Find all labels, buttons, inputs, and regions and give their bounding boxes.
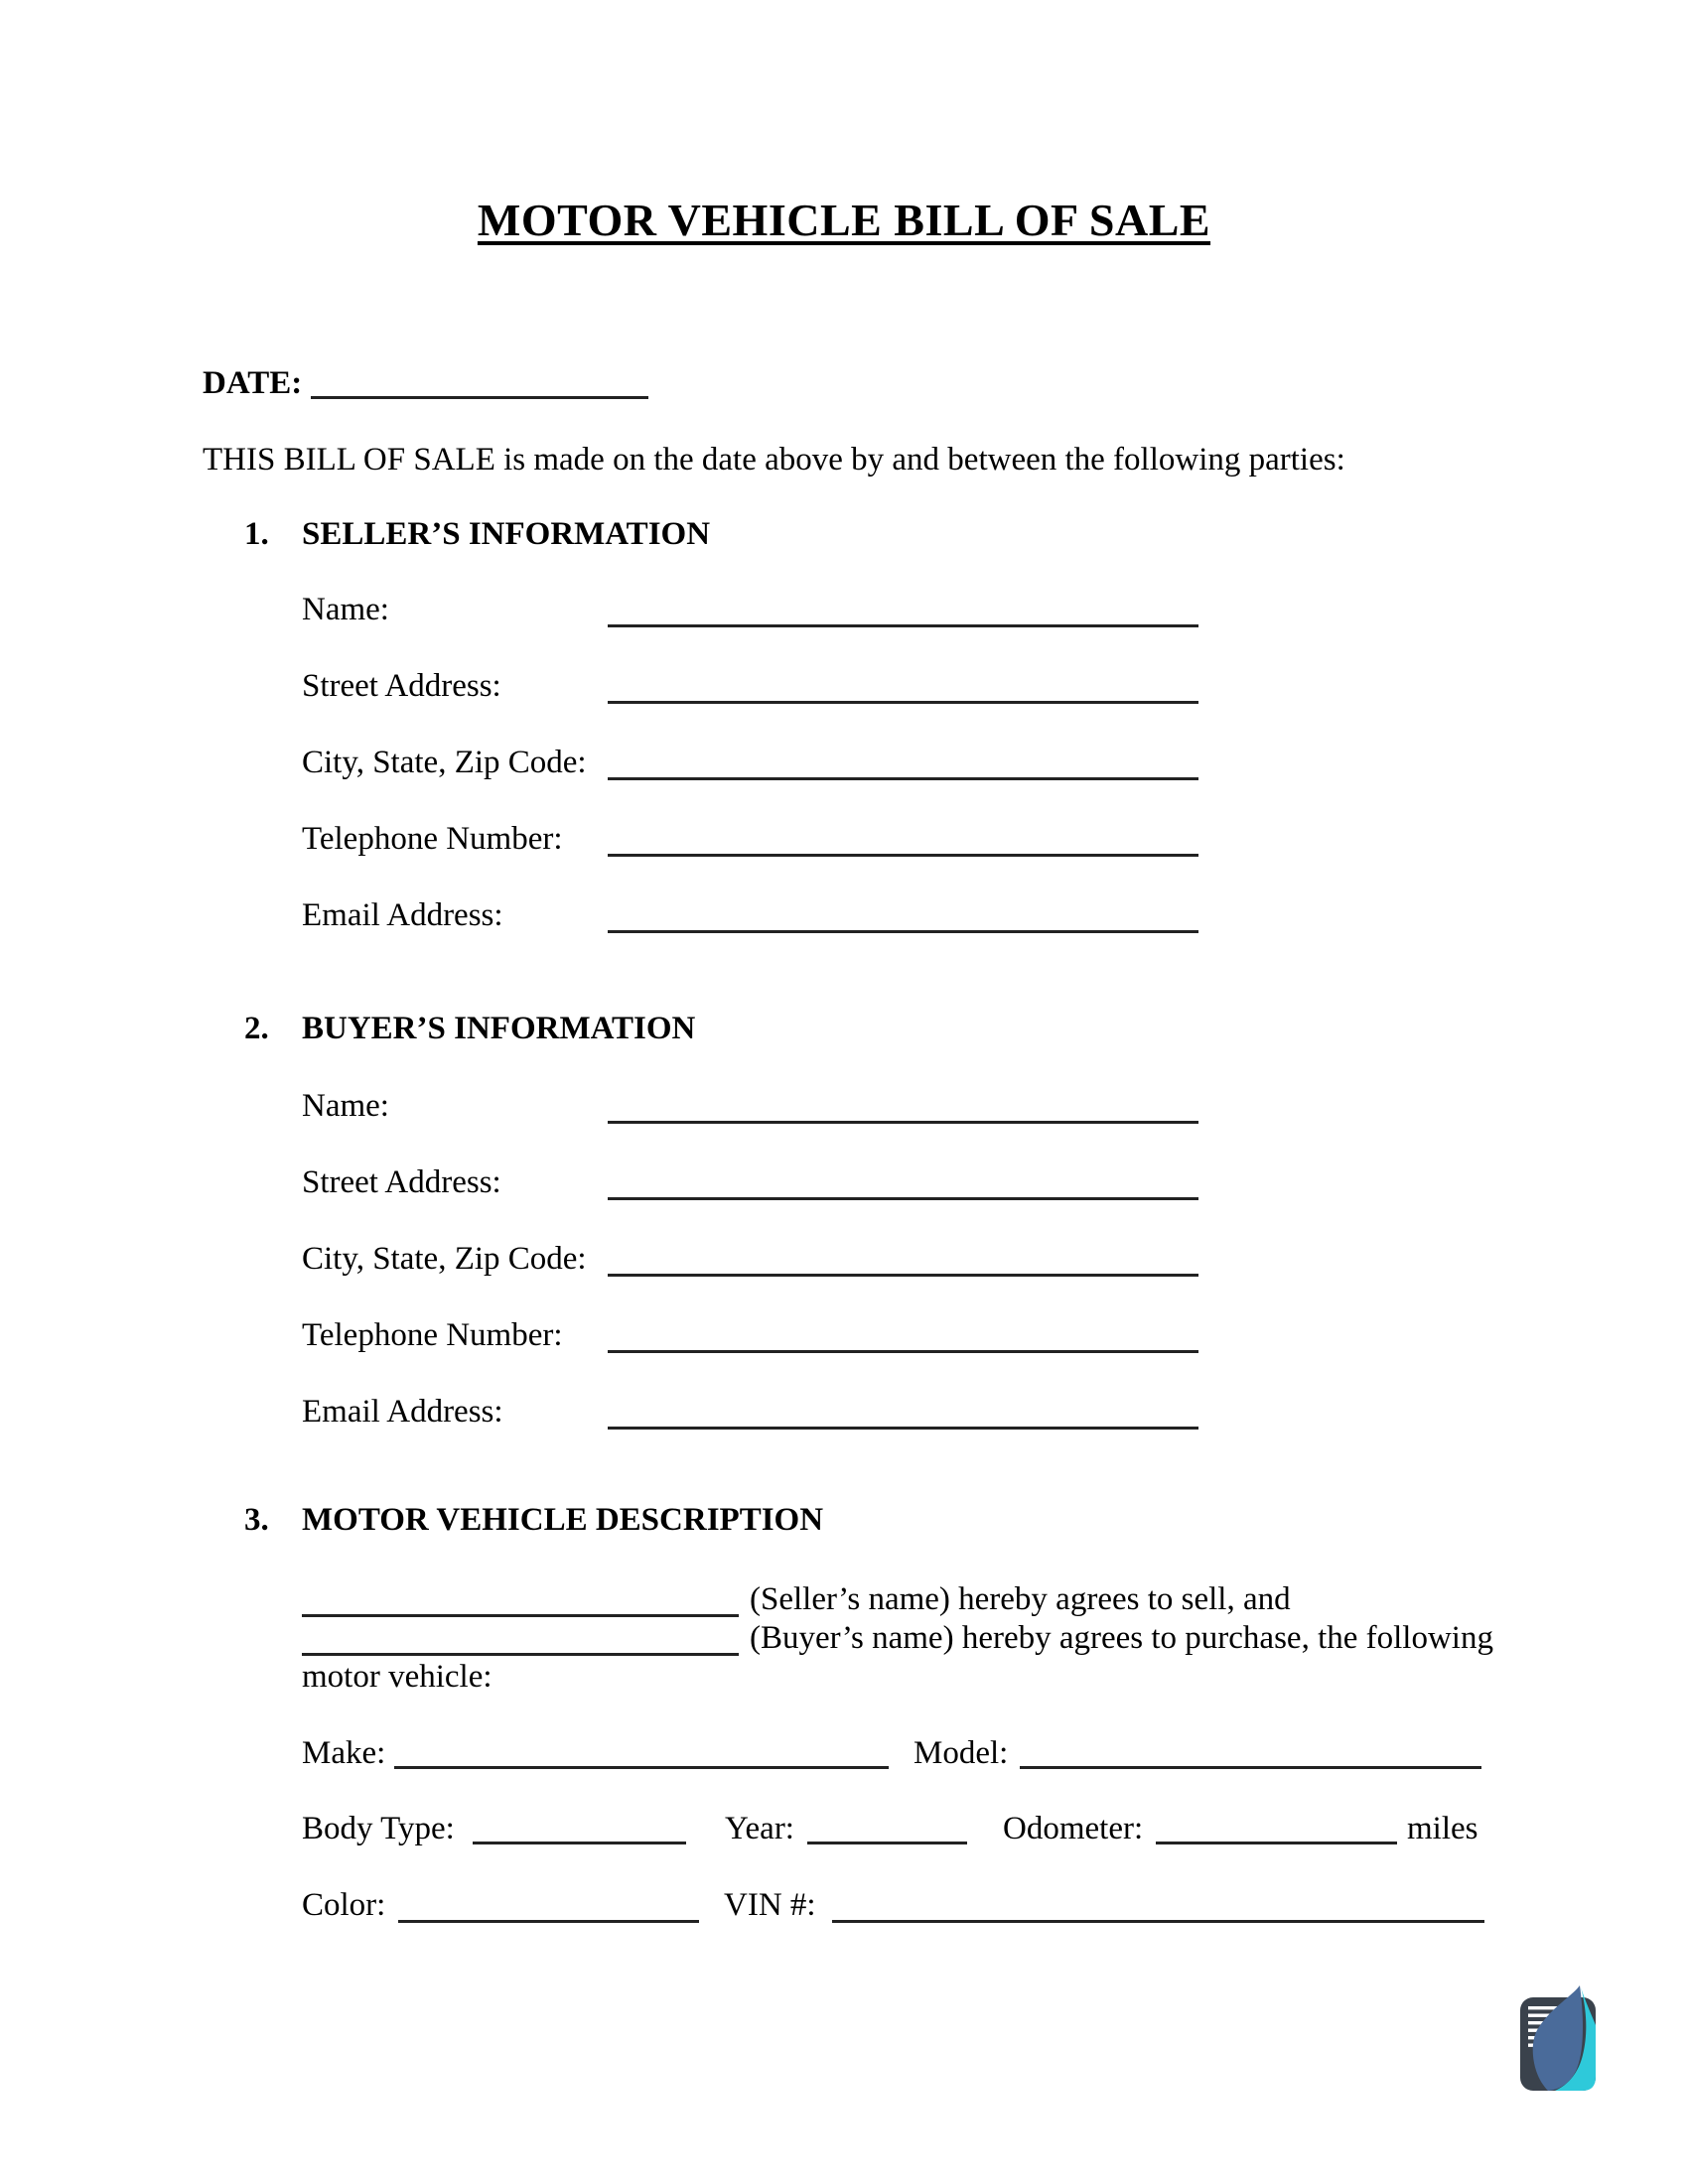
date-input-line[interactable] <box>311 396 648 399</box>
buyer-telephone-label: Telephone Number: <box>302 1317 563 1353</box>
section-heading-vehicle <box>244 1501 823 1540</box>
odometer-input-line[interactable] <box>1156 1842 1397 1844</box>
odometer-label: Odometer: <box>1003 1811 1144 1846</box>
make-label: Make: <box>302 1735 386 1771</box>
make-input-line[interactable] <box>394 1766 889 1769</box>
seller-city-state-zip-input-line[interactable] <box>608 777 1198 780</box>
buyer-city-state-zip-label: City, State, Zip Code: <box>302 1241 587 1277</box>
vin-input-line[interactable] <box>832 1920 1484 1923</box>
section-title: BUYER’S INFORMATION <box>302 1011 696 1046</box>
section-number: 1. <box>244 516 269 552</box>
section-number: 3. <box>244 1502 269 1538</box>
buyer-city-state-zip-input-line[interactable] <box>608 1274 1198 1277</box>
buyer-telephone-input-line[interactable] <box>608 1350 1198 1353</box>
seller-email-label: Email Address: <box>302 897 503 933</box>
miles-label: miles <box>1407 1811 1478 1846</box>
agreement-buyer-name-blank-line[interactable] <box>302 1653 739 1656</box>
section-number: 2. <box>244 1011 269 1046</box>
page-title: MOTOR VEHICLE BILL OF SALE <box>477 195 1211 245</box>
section-heading-buyer <box>244 1010 695 1048</box>
buyer-email-input-line[interactable] <box>608 1427 1198 1430</box>
section-title: MOTOR VEHICLE DESCRIPTION <box>302 1502 824 1538</box>
body-type-label: Body Type: <box>302 1811 455 1846</box>
buyer-street-address-label: Street Address: <box>302 1164 501 1200</box>
section-heading-seller <box>244 515 710 554</box>
model-input-line[interactable] <box>1020 1766 1481 1769</box>
seller-telephone-input-line[interactable] <box>608 854 1198 857</box>
agreement-seller-name-blank-line[interactable] <box>302 1614 739 1617</box>
year-label: Year: <box>725 1811 794 1846</box>
year-input-line[interactable] <box>807 1842 967 1844</box>
buyer-name-input-line[interactable] <box>608 1121 1198 1124</box>
section-title: SELLER’S INFORMATION <box>302 516 711 552</box>
body-type-input-line[interactable] <box>473 1842 686 1844</box>
seller-street-address-label: Street Address: <box>302 668 501 704</box>
agreement-tail-text: motor vehicle: <box>302 1659 492 1695</box>
color-label: Color: <box>302 1887 386 1923</box>
seller-name-label: Name: <box>302 592 389 627</box>
vin-label: VIN #: <box>724 1887 816 1923</box>
seller-name-input-line[interactable] <box>608 624 1198 627</box>
document-logo <box>1519 1985 1599 2093</box>
intro-text: THIS BILL OF SALE is made on the date above by and between the following parties: <box>203 442 1345 478</box>
buyer-name-label: Name: <box>302 1088 389 1124</box>
model-label: Model: <box>914 1735 1009 1771</box>
color-input-line[interactable] <box>398 1920 699 1923</box>
seller-telephone-label: Telephone Number: <box>302 821 563 857</box>
document-with-page-curl-icon <box>1519 1985 1599 2093</box>
buyer-street-address-input-line[interactable] <box>608 1197 1198 1200</box>
agreement-buyer-text: (Buyer’s name) hereby agrees to purchase, the following <box>750 1620 1493 1656</box>
date-label: DATE: <box>203 365 303 401</box>
seller-street-address-input-line[interactable] <box>608 701 1198 704</box>
agreement-seller-text: (Seller’s name) hereby agrees to sell, and <box>750 1581 1291 1617</box>
seller-email-input-line[interactable] <box>608 930 1198 933</box>
buyer-email-label: Email Address: <box>302 1394 503 1430</box>
seller-city-state-zip-label: City, State, Zip Code: <box>302 745 587 780</box>
